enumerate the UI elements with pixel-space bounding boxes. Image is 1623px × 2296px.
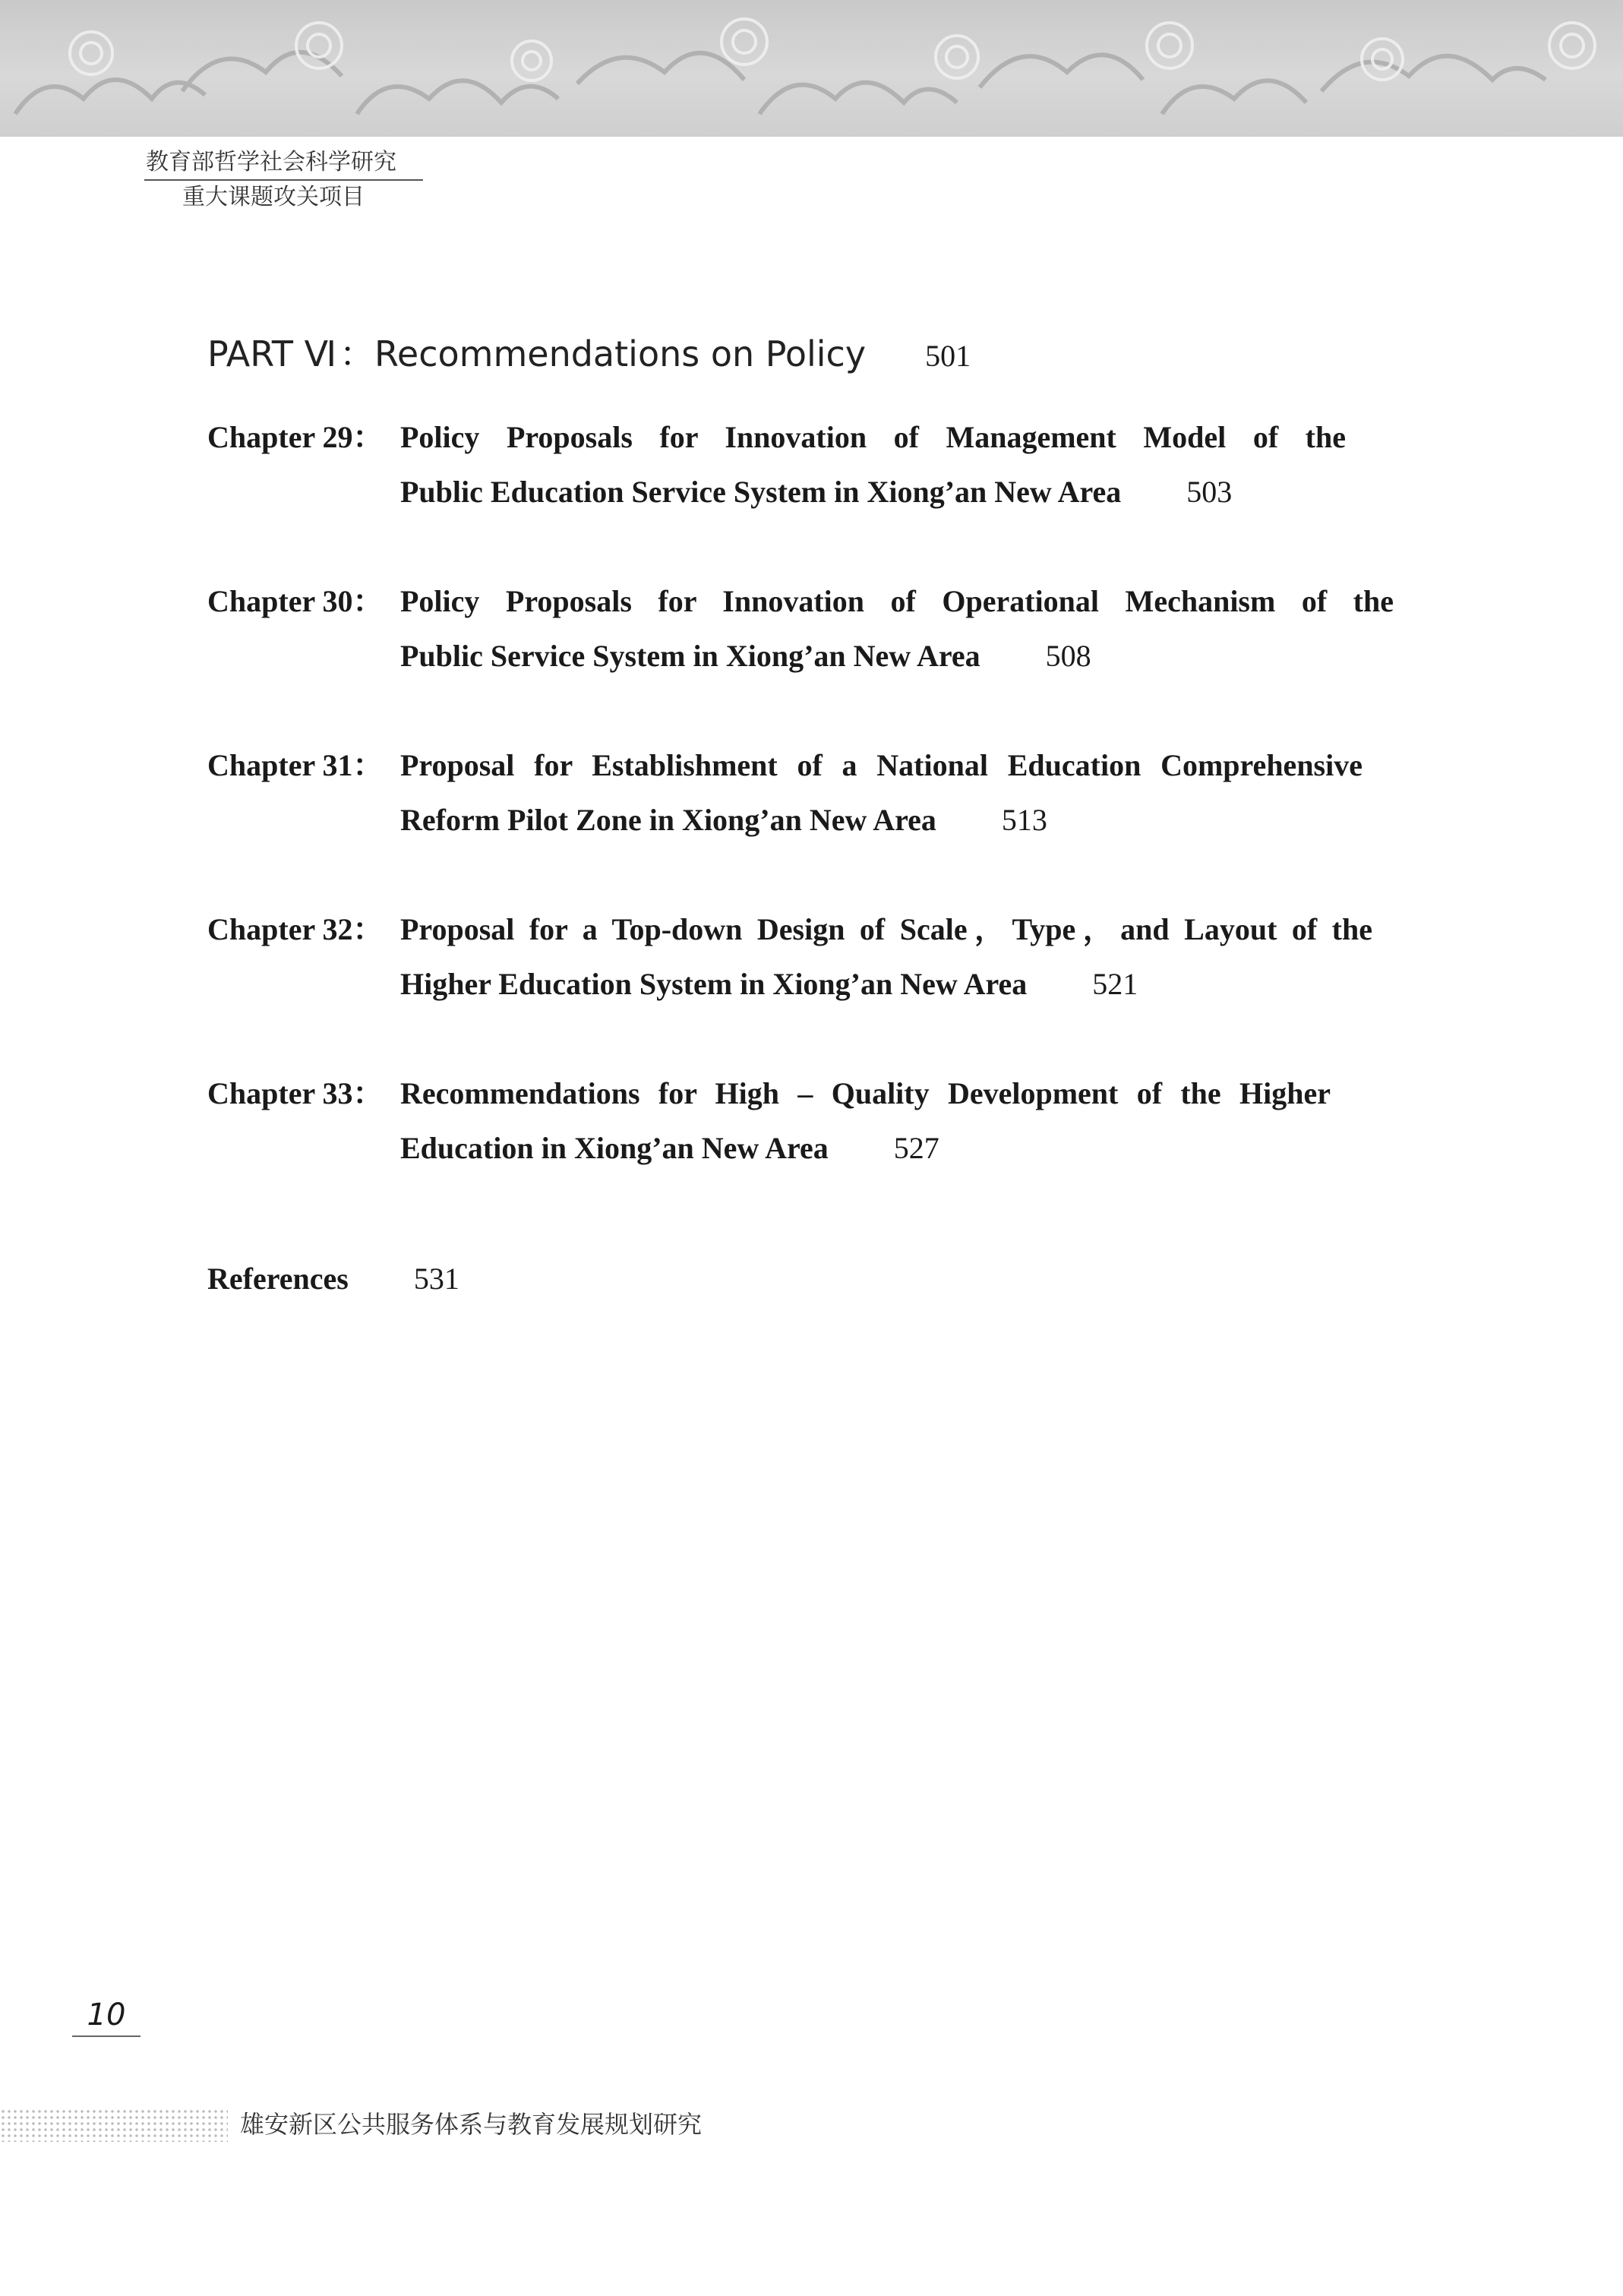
chapter-page-number: 513: [1001, 803, 1047, 837]
toc-entry-references: [207, 1261, 459, 1296]
chapter-label: Chapter 32：: [207, 912, 384, 946]
chapter-title-line-2: Public Education Service System in Xiong’an New Area: [400, 475, 1122, 509]
chapter-title-line-1: Policy Proposals for Innovation of Operational Mechanism of the: [400, 584, 1394, 618]
footer-book-title: 雄安新区公共服务体系与教育发展规划研究: [240, 2110, 703, 2139]
chapter-page-number: 527: [893, 1131, 939, 1165]
references-label: References: [207, 1262, 349, 1296]
chapter-page-number: 521: [1092, 967, 1138, 1001]
series-header: [144, 146, 423, 214]
chapter-label: Chapter 31：: [207, 748, 384, 782]
part-colon: ：: [339, 333, 375, 374]
chapter-title-line-1: Policy Proposals for Innovation of Management Model of the: [400, 420, 1346, 454]
series-line-1: 教育部哲学社会科学研究: [144, 146, 423, 181]
chapter-title-line-2: Education in Xiong’an New Area: [400, 1131, 829, 1165]
footer-dot-pattern: [0, 2108, 228, 2142]
part-subtitle: Recommendations on Policy: [374, 333, 867, 374]
chapter-title-line-1: Proposal for Establishment of a National Education Comprehensive: [400, 748, 1362, 782]
part-heading: [207, 327, 971, 377]
chapter-label: Chapter 33：: [207, 1076, 384, 1110]
chapter-title-line-2: Reform Pilot Zone in Xiong’an New Area: [400, 803, 936, 837]
references-page-number: 531: [413, 1262, 459, 1296]
chapter-title-line-2: Higher Education System in Xiong’an New Area: [400, 967, 1028, 1001]
part-page-number: 501: [925, 339, 971, 373]
chapter-title-line-2: Public Service System in Xiong’an New Area: [400, 639, 980, 673]
chapter-label: Chapter 29：: [207, 420, 384, 454]
cloud-pattern-icon: [0, 0, 1623, 137]
series-line-2: 重大课题攻关项目: [182, 184, 365, 210]
page-number: 10: [72, 1998, 141, 2037]
chapter-title-line-1: Recommendations for High – Quality Development of the Higher: [400, 1076, 1331, 1110]
chapter-page-number: 503: [1186, 475, 1233, 509]
cloud-pattern-banner: [0, 0, 1623, 137]
chapter-label: Chapter 30：: [207, 584, 384, 618]
part-title: PART Ⅵ: [207, 333, 337, 374]
chapter-page-number: 508: [1045, 639, 1091, 673]
chapter-title-line-1: Proposal for a Top-down Design of Scale，Type，and Layout of the: [400, 912, 1372, 946]
